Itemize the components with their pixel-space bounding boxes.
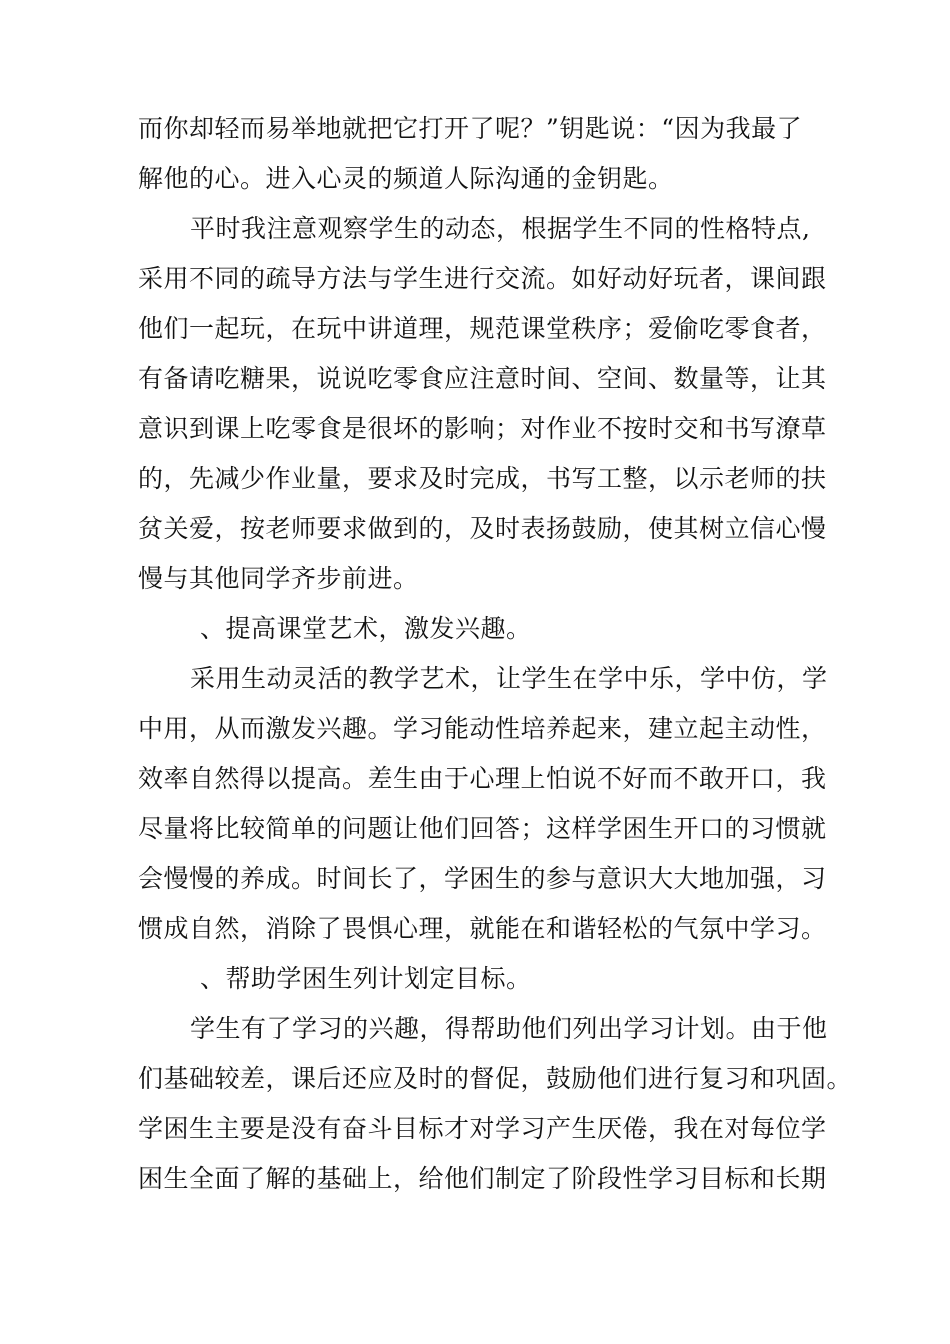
text-line: 效率自然得以提高。差生由于心理上怕说不好而不敢开口，我 bbox=[138, 764, 827, 793]
text-line: 而你却轻而易举地就把它打开了呢？”钥匙说：“因为我最了 bbox=[138, 114, 803, 143]
text-line: 采用不同的疏导方法与学生进行交流。如好动好玩者，课间跟 bbox=[138, 264, 827, 293]
text-line: 惯成自然，消除了畏惧心理，就能在和谐轻松的气氛中学习。 bbox=[138, 914, 827, 943]
section-heading: 、提高课堂艺术，激发兴趣。 bbox=[200, 614, 532, 643]
text-line: 意识到课上吃零食是很坏的影响；对作业不按时交和书写潦草 bbox=[138, 414, 827, 443]
text-line: 困生全面了解的基础上，给他们制定了阶段性学习目标和长期 bbox=[138, 1164, 827, 1193]
text-line: 的，先减少作业量，要求及时完成，书写工整，以示老师的扶 bbox=[138, 464, 827, 493]
text-line: 中用，从而激发兴趣。学习能动性培养起来，建立起主动性， bbox=[138, 714, 827, 743]
text-line: 贫关爱，按老师要求做到的，及时表扬鼓励，使其树立信心慢 bbox=[138, 514, 827, 543]
text-line: 会慢慢的养成。时间长了，学困生的参与意识大大地加强，习 bbox=[138, 864, 827, 893]
text-line: 慢与其他同学齐步前进。 bbox=[138, 564, 419, 593]
paragraph-start-line: 采用生动灵活的教学艺术，让学生在学中乐，学中仿，学 bbox=[190, 664, 828, 693]
text-line: 解他的心。进入心灵的频道人际沟通的金钥匙。 bbox=[138, 164, 674, 193]
paragraph-start-line: 平时我注意观察学生的动态，根据学生不同的性格特点, bbox=[190, 214, 811, 243]
text-line: 们基础较差，课后还应及时的督促，鼓励他们进行复习和巩固。 bbox=[138, 1064, 853, 1093]
text-line: 学困生主要是没有奋斗目标才对学习产生厌倦，我在对每位学 bbox=[138, 1114, 827, 1143]
section-heading: 、帮助学困生列计划定目标。 bbox=[200, 964, 532, 993]
text-line: 尽量将比较简单的问题让他们回答；这样学困生开口的习惯就 bbox=[138, 814, 827, 843]
paragraph-start-line: 学生有了学习的兴趣，得帮助他们列出学习计划。由于他 bbox=[190, 1014, 828, 1043]
text-line: 他们一起玩，在玩中讲道理，规范课堂秩序；爱偷吃零食者， bbox=[138, 314, 827, 343]
text-line: 有备请吃糖果，说说吃零食应注意时间、空间、数量等，让其 bbox=[138, 364, 827, 393]
body-text bbox=[138, 104, 853, 1204]
